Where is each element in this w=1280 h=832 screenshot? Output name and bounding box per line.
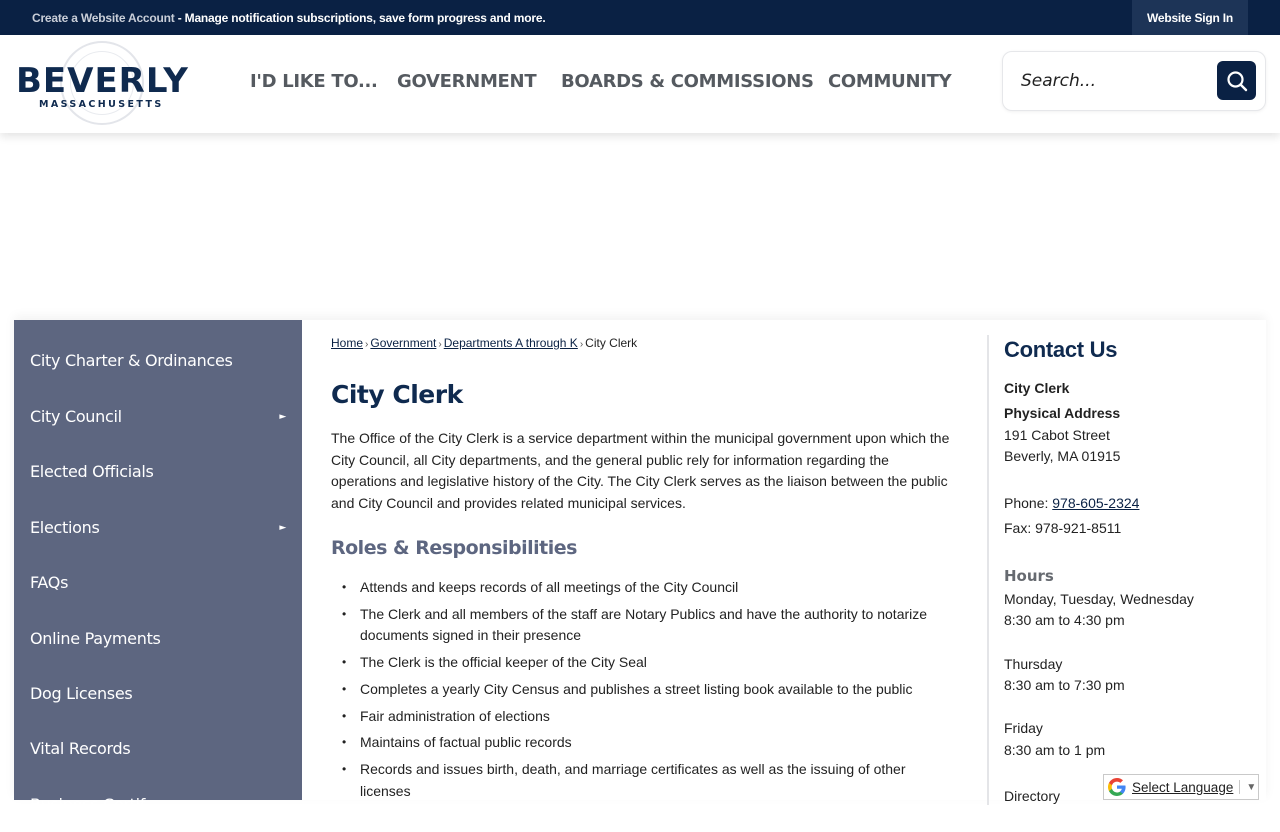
sidebar-item-faqs[interactable]: [14, 555, 302, 610]
contact-department: City Clerk: [1004, 380, 1070, 396]
content-area: [14, 320, 1266, 814]
sidebar-item-online-payments[interactable]: [14, 611, 302, 666]
fax-row: Fax: 978-921-8511: [1004, 520, 1122, 536]
hours-time: 8:30 am to 4:30 pm: [1004, 612, 1125, 628]
site-header: [0, 35, 1280, 133]
nav-boards-commissions[interactable]: BOARDS & COMMISSIONS: [561, 71, 814, 92]
hours-days: Monday, Tuesday, Wednesday: [1004, 591, 1194, 607]
sidebar-item-label: Elected Officials: [30, 462, 154, 481]
roles-list: [331, 577, 956, 807]
phone-label: Phone:: [1004, 495, 1053, 511]
breadcrumb: [331, 336, 637, 350]
breadcrumb-current: City Clerk: [585, 336, 638, 350]
sidebar-item-city-charter[interactable]: [14, 333, 302, 388]
utility-bar: [0, 0, 1280, 35]
submenu-arrow-icon[interactable]: ►: [279, 522, 286, 533]
sidebar-item-label: City Charter & Ordinances: [30, 351, 233, 370]
website-sign-in-button[interactable]: Website Sign In: [1132, 0, 1248, 35]
search-icon: [1226, 70, 1248, 92]
hours-heading: Hours: [1004, 567, 1054, 585]
breadcrumb-departments[interactable]: Departments A through K: [443, 336, 578, 350]
list-item: • Records and issues birth, death, and marriage certificates as well as the issuing of other licenses: [331, 759, 956, 802]
page-title: City Clerk: [331, 380, 463, 409]
sidebar-item-elections[interactable]: [14, 500, 302, 555]
nav-government[interactable]: GOVERNMENT: [397, 71, 537, 92]
sidebar-item-dog-licenses[interactable]: [14, 666, 302, 721]
sidebar-item-label: Elections: [30, 518, 100, 537]
phone-row: [1004, 495, 1139, 511]
list-item: • The Clerk and all members of the staff are Notary Publics and have the authority to notarize documents signed in their presence: [331, 604, 956, 647]
address-line2: Beverly, MA 01915: [1004, 448, 1121, 464]
roles-heading: Roles & Responsibilities: [331, 537, 577, 559]
dropdown-caret-icon[interactable]: ▼: [1246, 781, 1257, 793]
search-input[interactable]: [1021, 64, 1211, 98]
logo-state: MASSACHUSETTS: [39, 99, 164, 110]
sidebar-item-elected-officials[interactable]: [14, 444, 302, 499]
list-item: • Fair administration of elections: [331, 706, 956, 728]
list-item: • The Clerk is the official keeper of the City Seal: [331, 652, 956, 674]
breadcrumb-separator: ›: [579, 339, 584, 350]
banner-area: [0, 133, 1280, 320]
list-item: • Maintains of factual public records: [331, 732, 956, 754]
sidebar-item-label: Online Payments: [30, 629, 161, 648]
hours-time: 8:30 am to 7:30 pm: [1004, 677, 1125, 693]
intro-paragraph: The Office of the City Clerk is a service department within the municipal government upon which the City Council, all City departments, and the general public rely for information regarding the operations and legislative history of the City. The City Clerk serves as the liaison between the public and City Council and provides related municipal services.: [331, 430, 950, 512]
sidebar-item-label: Dog Licenses: [30, 684, 133, 703]
sidebar-item-city-council[interactable]: [14, 389, 302, 444]
contact-title: Contact Us: [1004, 337, 1118, 362]
breadcrumb-separator: ›: [365, 339, 369, 350]
select-language-label[interactable]: Select Language: [1132, 779, 1234, 795]
create-account-link[interactable]: Create a Website Account: [32, 11, 175, 25]
sidebar-item-business-certificates[interactable]: [14, 777, 302, 832]
breadcrumb-separator: ›: [438, 339, 442, 350]
phone-link[interactable]: 978-605-2324: [1052, 495, 1140, 511]
beverly-logo[interactable]: [16, 41, 192, 125]
sidebar-item-label: Business Certif...: [30, 795, 159, 814]
nav-community[interactable]: COMMUNITY: [828, 71, 952, 92]
address-label: Physical Address: [1004, 405, 1121, 421]
create-account-banner: [32, 11, 545, 25]
sidebar-item-label: City Council: [30, 407, 122, 426]
address-line1: 191 Cabot Street: [1004, 427, 1110, 443]
directory-link[interactable]: Directory: [1004, 788, 1061, 804]
nav-id-like-to[interactable]: I'D LIKE TO...: [250, 71, 378, 92]
contact-us-panel: [987, 335, 1247, 805]
sidebar-item-vital-records[interactable]: [14, 721, 302, 776]
list-item: • Attends and keeps records of all meetings of the City Council: [331, 577, 956, 599]
secondary-sidebar: [14, 320, 302, 814]
submenu-arrow-icon[interactable]: ►: [279, 411, 286, 422]
logo-wordmark: BEVERLY: [16, 61, 189, 101]
sidebar-item-label: FAQs: [30, 573, 69, 592]
google-icon: [1108, 778, 1126, 796]
divider: [1239, 780, 1240, 794]
create-account-description: - Manage notification subscriptions, save form progress and more.: [174, 11, 546, 25]
search-button[interactable]: [1217, 61, 1256, 100]
hours-time: 8:30 am to 1 pm: [1004, 742, 1106, 758]
hours-days: Friday: [1004, 720, 1043, 736]
breadcrumb-home[interactable]: Home: [331, 336, 364, 350]
sidebar-item-label: Vital Records: [30, 739, 131, 758]
language-selector[interactable]: [1103, 774, 1259, 800]
breadcrumb-government[interactable]: Government: [370, 336, 437, 350]
list-item: • Completes a yearly City Census and publishes a street listing book available to the public: [331, 679, 956, 701]
search-box: [1002, 51, 1266, 111]
hours-days: Thursday: [1004, 656, 1063, 672]
